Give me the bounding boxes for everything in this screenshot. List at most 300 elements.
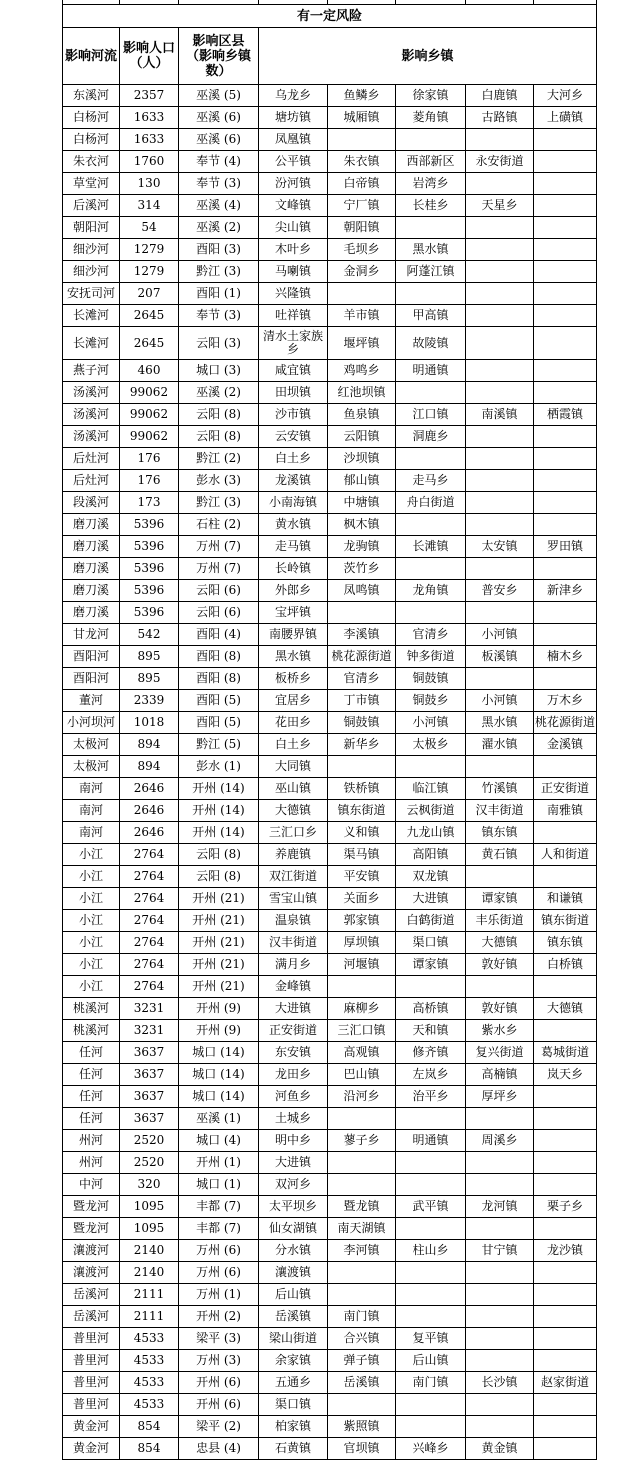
cell-town: 龙角镇 <box>396 580 466 602</box>
cell-town <box>534 173 597 195</box>
cell-river: 任河 <box>63 1064 120 1086</box>
cell-town: 沿河乡 <box>328 1086 396 1108</box>
cell-town: 铜鼓镇 <box>328 712 396 734</box>
cell-river: 小河坝河 <box>63 712 120 734</box>
cell-town: 麻柳乡 <box>328 998 396 1020</box>
cell-town <box>466 382 534 404</box>
cell-town <box>534 1394 597 1416</box>
cell-town: 兴隆镇 <box>259 283 328 305</box>
cell-district: 城口 (14) <box>179 1042 259 1064</box>
cell-town <box>328 1108 396 1130</box>
cell-town <box>534 217 597 239</box>
cell-population: 3637 <box>120 1108 179 1130</box>
cell-town: 古路镇 <box>466 107 534 129</box>
cell-river: 南河 <box>63 800 120 822</box>
cell-district: 开州 (9) <box>179 1020 259 1042</box>
cell-river: 长滩河 <box>63 327 120 360</box>
cell-town <box>466 1306 534 1328</box>
cell-district: 巫溪 (6) <box>179 107 259 129</box>
cell-population: 2520 <box>120 1152 179 1174</box>
table-row <box>63 668 597 690</box>
cell-river: 磨刀溪 <box>63 580 120 602</box>
cell-town <box>328 1394 396 1416</box>
table-row <box>63 1042 597 1064</box>
cell-river: 州河 <box>63 1152 120 1174</box>
cell-population: 173 <box>120 492 179 514</box>
cell-town: 故陵镇 <box>396 327 466 360</box>
table-row <box>63 1306 597 1328</box>
cell-town: 汉丰街道 <box>259 932 328 954</box>
cell-town <box>466 1284 534 1306</box>
cell-town: 镇东街道 <box>534 910 597 932</box>
cell-district: 酉阳 (8) <box>179 668 259 690</box>
cell-town: 大进镇 <box>259 998 328 1020</box>
cell-river: 汤溪河 <box>63 426 120 448</box>
cell-town: 丁市镇 <box>328 690 396 712</box>
cell-town <box>534 668 597 690</box>
cell-town <box>534 305 597 327</box>
cell-town: 文峰镇 <box>259 195 328 217</box>
cell-town <box>534 1174 597 1196</box>
table-row <box>63 1394 597 1416</box>
cell-town <box>466 1152 534 1174</box>
cell-town: 竹溪镇 <box>466 778 534 800</box>
cell-town: 关面乡 <box>328 888 396 910</box>
cell-town <box>534 514 597 536</box>
cell-population: 3637 <box>120 1042 179 1064</box>
cell-town <box>534 1284 597 1306</box>
cell-population: 2646 <box>120 822 179 844</box>
table-row <box>63 602 597 624</box>
cell-river: 细沙河 <box>63 239 120 261</box>
cell-town: 柏家镇 <box>259 1416 328 1438</box>
cell-town <box>328 1284 396 1306</box>
cell-town <box>534 151 597 173</box>
cell-town: 云阳镇 <box>328 426 396 448</box>
table-row <box>63 1328 597 1350</box>
cell-town <box>396 1306 466 1328</box>
cell-river: 岳溪河 <box>63 1284 120 1306</box>
cell-river: 汤溪河 <box>63 382 120 404</box>
cell-town <box>534 558 597 580</box>
cell-town: 汉丰街道 <box>466 800 534 822</box>
cell-population: 4533 <box>120 1350 179 1372</box>
cell-population: 2357 <box>120 85 179 107</box>
cell-town: 渠马镇 <box>328 844 396 866</box>
cell-town <box>466 668 534 690</box>
cell-population: 1018 <box>120 712 179 734</box>
cell-river: 后灶河 <box>63 470 120 492</box>
cell-town: 钟多街道 <box>396 646 466 668</box>
cell-town: 沙市镇 <box>259 404 328 426</box>
cell-river: 瀼渡河 <box>63 1240 120 1262</box>
table-row <box>63 492 597 514</box>
cell-town <box>534 1218 597 1240</box>
table-row <box>63 327 597 360</box>
cell-town: 高观镇 <box>328 1042 396 1064</box>
cell-town: 李河镇 <box>328 1240 396 1262</box>
cell-river: 草堂河 <box>63 173 120 195</box>
cell-town <box>534 602 597 624</box>
cell-district: 梁平 (2) <box>179 1416 259 1438</box>
cell-town: 朝阳镇 <box>328 217 396 239</box>
cell-population: 895 <box>120 668 179 690</box>
cell-population: 1760 <box>120 151 179 173</box>
cell-town: 新华乡 <box>328 734 396 756</box>
cell-town: 金洞乡 <box>328 261 396 283</box>
cell-town <box>466 217 534 239</box>
cell-town: 天星乡 <box>466 195 534 217</box>
cell-district: 云阳 (6) <box>179 580 259 602</box>
cell-population: 314 <box>120 195 179 217</box>
cell-town: 长滩镇 <box>396 536 466 558</box>
cell-town <box>466 756 534 778</box>
cell-town: 城厢镇 <box>328 107 396 129</box>
cell-town <box>534 382 597 404</box>
cell-town <box>466 1394 534 1416</box>
cell-town: 弹子镇 <box>328 1350 396 1372</box>
cell-town: 柱山乡 <box>396 1240 466 1262</box>
header-row <box>63 28 597 85</box>
cell-town: 暨龙镇 <box>328 1196 396 1218</box>
cell-town <box>466 470 534 492</box>
cell-district: 丰都 (7) <box>179 1218 259 1240</box>
cell-town: 正安街道 <box>259 1020 328 1042</box>
cell-town: 中塘镇 <box>328 492 396 514</box>
cell-town: 南门镇 <box>396 1372 466 1394</box>
cell-river: 磨刀溪 <box>63 536 120 558</box>
table-row <box>63 976 597 998</box>
cell-town <box>328 1262 396 1284</box>
table-row <box>63 514 597 536</box>
cell-district: 忠县 (4) <box>179 1438 259 1460</box>
table-row <box>63 1350 597 1372</box>
cell-district: 城口 (14) <box>179 1064 259 1086</box>
cell-town <box>396 1174 466 1196</box>
cell-town: 谭家镇 <box>396 954 466 976</box>
cell-population: 2111 <box>120 1284 179 1306</box>
cell-district: 云阳 (8) <box>179 866 259 888</box>
cell-town: 桃花源街道 <box>534 712 597 734</box>
cell-town: 朱衣镇 <box>328 151 396 173</box>
cell-town: 舟白街道 <box>396 492 466 514</box>
cell-town: 栖霞镇 <box>534 404 597 426</box>
cell-town: 巫山镇 <box>259 778 328 800</box>
cell-town: 东安镇 <box>259 1042 328 1064</box>
cell-town: 官清乡 <box>396 624 466 646</box>
cell-river: 磨刀溪 <box>63 514 120 536</box>
cell-town: 后山镇 <box>259 1284 328 1306</box>
cell-town: 官清乡 <box>328 668 396 690</box>
cell-town: 新津乡 <box>534 580 597 602</box>
cell-town: 吐祥镇 <box>259 305 328 327</box>
cell-river: 董河 <box>63 690 120 712</box>
table-row <box>63 217 597 239</box>
cell-town <box>466 1416 534 1438</box>
cell-town: 李溪镇 <box>328 624 396 646</box>
cell-town: 枫木镇 <box>328 514 396 536</box>
table-row <box>63 426 597 448</box>
cell-district: 万州 (6) <box>179 1240 259 1262</box>
cell-town: 罗田镇 <box>534 536 597 558</box>
cell-town: 紫照镇 <box>328 1416 396 1438</box>
cell-town <box>328 129 396 151</box>
cell-town <box>466 1328 534 1350</box>
cell-town: 敦好镇 <box>466 954 534 976</box>
cell-town <box>396 1416 466 1438</box>
cell-town: 大进镇 <box>396 888 466 910</box>
cell-town: 蓼子乡 <box>328 1130 396 1152</box>
table-row <box>63 305 597 327</box>
cell-town: 黄石镇 <box>466 844 534 866</box>
cell-town: 红池坝镇 <box>328 382 396 404</box>
table-row <box>63 1108 597 1130</box>
cell-district: 开州 (21) <box>179 888 259 910</box>
cell-town: 走马镇 <box>259 536 328 558</box>
cell-town <box>396 514 466 536</box>
cell-town: 江口镇 <box>396 404 466 426</box>
section-title: 有一定风险 <box>63 5 597 28</box>
cell-population: 895 <box>120 646 179 668</box>
cell-town <box>328 756 396 778</box>
table-row <box>63 756 597 778</box>
cell-population: 3637 <box>120 1064 179 1086</box>
cell-town <box>534 624 597 646</box>
cell-town: 永安街道 <box>466 151 534 173</box>
cell-district: 云阳 (6) <box>179 602 259 624</box>
cell-town: 徐家镇 <box>396 85 466 107</box>
cell-town: 修齐镇 <box>396 1042 466 1064</box>
cell-town <box>534 470 597 492</box>
cell-town: 云安镇 <box>259 426 328 448</box>
cell-town <box>534 756 597 778</box>
cell-town: 羊市镇 <box>328 305 396 327</box>
cell-district: 黔江 (3) <box>179 261 259 283</box>
cell-town: 铜鼓镇 <box>396 668 466 690</box>
cell-town: 西部新区 <box>396 151 466 173</box>
header-towns: 影响乡镇 <box>259 28 597 85</box>
cell-town <box>534 327 597 360</box>
header-population: 影响人口（人） <box>120 28 179 85</box>
cell-population: 1279 <box>120 261 179 283</box>
cell-town <box>466 173 534 195</box>
cell-district: 开州 (21) <box>179 954 259 976</box>
cell-town: 南溪镇 <box>466 404 534 426</box>
cell-district: 万州 (6) <box>179 1262 259 1284</box>
cell-population: 3637 <box>120 1086 179 1108</box>
cell-town: 渠口镇 <box>259 1394 328 1416</box>
cell-population: 2764 <box>120 910 179 932</box>
cell-population: 2764 <box>120 844 179 866</box>
cell-town: 小河镇 <box>396 712 466 734</box>
cell-town: 大德镇 <box>466 932 534 954</box>
cell-town: 板溪镇 <box>466 646 534 668</box>
cell-district: 巫溪 (6) <box>179 129 259 151</box>
cell-town: 武平镇 <box>396 1196 466 1218</box>
cell-population: 5396 <box>120 514 179 536</box>
cell-river: 小江 <box>63 844 120 866</box>
cell-town: 毛坝乡 <box>328 239 396 261</box>
cell-town <box>396 976 466 998</box>
cell-river: 长滩河 <box>63 305 120 327</box>
cell-town <box>466 1108 534 1130</box>
cell-town: 黑水镇 <box>259 646 328 668</box>
cell-town: 大河乡 <box>534 85 597 107</box>
risk-table <box>62 0 597 1460</box>
table-row <box>63 448 597 470</box>
cell-town: 宝坪镇 <box>259 602 328 624</box>
cell-district: 城口 (1) <box>179 1174 259 1196</box>
cell-town: 白鹤街道 <box>396 910 466 932</box>
cell-population: 2646 <box>120 800 179 822</box>
cell-population: 1279 <box>120 239 179 261</box>
cell-population: 2764 <box>120 954 179 976</box>
cell-town: 周溪乡 <box>466 1130 534 1152</box>
table-row <box>63 1064 597 1086</box>
cell-town <box>396 602 466 624</box>
cell-population: 207 <box>120 283 179 305</box>
cell-district: 开州 (9) <box>179 998 259 1020</box>
table-row <box>63 1240 597 1262</box>
cell-town: 鸡鸣乡 <box>328 360 396 382</box>
cell-river: 普里河 <box>63 1372 120 1394</box>
cell-town: 大同镇 <box>259 756 328 778</box>
cell-town <box>466 602 534 624</box>
cell-town: 白土乡 <box>259 448 328 470</box>
table-row <box>63 800 597 822</box>
cell-town: 明通镇 <box>396 1130 466 1152</box>
table-row <box>63 404 597 426</box>
cell-population: 5396 <box>120 558 179 580</box>
cell-town: 咸宜镇 <box>259 360 328 382</box>
cell-population: 99062 <box>120 382 179 404</box>
cell-town <box>466 448 534 470</box>
cell-town: 阿蓬江镇 <box>396 261 466 283</box>
cell-town <box>534 360 597 382</box>
cell-town: 尖山镇 <box>259 217 328 239</box>
cell-population: 4533 <box>120 1328 179 1350</box>
cell-district: 彭水 (1) <box>179 756 259 778</box>
cell-town: 云枫街道 <box>396 800 466 822</box>
cell-town <box>466 1350 534 1372</box>
cell-town: 小河镇 <box>466 690 534 712</box>
cell-population: 5396 <box>120 580 179 602</box>
cell-town: 满月乡 <box>259 954 328 976</box>
cell-town: 公平镇 <box>259 151 328 173</box>
cell-town <box>466 1262 534 1284</box>
cell-river: 暨龙河 <box>63 1218 120 1240</box>
cell-town: 乌龙乡 <box>259 85 328 107</box>
cell-town: 正安街道 <box>534 778 597 800</box>
cell-town <box>534 283 597 305</box>
cell-population: 2764 <box>120 932 179 954</box>
cell-town: 赵家街道 <box>534 1372 597 1394</box>
cell-town: 高阳镇 <box>396 844 466 866</box>
cell-town: 双龙镇 <box>396 866 466 888</box>
cell-river: 太极河 <box>63 734 120 756</box>
cell-district: 云阳 (8) <box>179 404 259 426</box>
cell-town: 义和镇 <box>328 822 396 844</box>
cell-population: 2645 <box>120 327 179 360</box>
cell-district: 开州 (21) <box>179 932 259 954</box>
cell-town: 镇东镇 <box>534 932 597 954</box>
cell-town: 走马乡 <box>396 470 466 492</box>
cell-town: 高桥镇 <box>396 998 466 1020</box>
cell-town: 南雅镇 <box>534 800 597 822</box>
cell-river: 岳溪河 <box>63 1306 120 1328</box>
cell-district: 开州 (14) <box>179 822 259 844</box>
cell-river: 酉阳河 <box>63 646 120 668</box>
cell-town: 甘宁镇 <box>466 1240 534 1262</box>
cell-district: 万州 (7) <box>179 558 259 580</box>
cell-town <box>466 261 534 283</box>
cell-town: 花田乡 <box>259 712 328 734</box>
cell-town <box>328 1152 396 1174</box>
cell-river: 瀼渡河 <box>63 1262 120 1284</box>
cell-town: 南门镇 <box>328 1306 396 1328</box>
cell-town: 南腰界镇 <box>259 624 328 646</box>
cell-river: 酉阳河 <box>63 668 120 690</box>
cell-district: 万州 (7) <box>179 536 259 558</box>
cell-town: 白土乡 <box>259 734 328 756</box>
cell-population: 894 <box>120 734 179 756</box>
cell-town: 小河镇 <box>466 624 534 646</box>
table-row <box>63 580 597 602</box>
cell-district: 万州 (1) <box>179 1284 259 1306</box>
cell-town <box>396 1284 466 1306</box>
table-row <box>63 85 597 107</box>
cell-town: 马喇镇 <box>259 261 328 283</box>
table-row <box>63 195 597 217</box>
cell-town: 双河乡 <box>259 1174 328 1196</box>
cell-population: 854 <box>120 1416 179 1438</box>
cell-town: 丰乐街道 <box>466 910 534 932</box>
cell-population: 4533 <box>120 1372 179 1394</box>
cell-town <box>466 558 534 580</box>
table-row <box>63 932 597 954</box>
cell-district: 巫溪 (1) <box>179 1108 259 1130</box>
cell-town: 木叶乡 <box>259 239 328 261</box>
cell-population: 4533 <box>120 1394 179 1416</box>
cell-town: 兴峰乡 <box>396 1438 466 1460</box>
cell-population: 2111 <box>120 1306 179 1328</box>
cell-district: 黔江 (3) <box>179 492 259 514</box>
cell-town <box>466 283 534 305</box>
cell-river: 甘龙河 <box>63 624 120 646</box>
cell-town: 复兴街道 <box>466 1042 534 1064</box>
cell-town: 太安镇 <box>466 536 534 558</box>
table-row <box>63 382 597 404</box>
table-row <box>63 558 597 580</box>
cell-town <box>534 1262 597 1284</box>
cell-town: 长桂乡 <box>396 195 466 217</box>
cell-town: 郭家镇 <box>328 910 396 932</box>
cell-district: 城口 (3) <box>179 360 259 382</box>
cell-town: 合兴镇 <box>328 1328 396 1350</box>
table-row <box>63 646 597 668</box>
cell-population: 460 <box>120 360 179 382</box>
cell-town: 雪宝山镇 <box>259 888 328 910</box>
cell-town <box>396 1218 466 1240</box>
cell-town: 外郎乡 <box>259 580 328 602</box>
cell-town <box>396 448 466 470</box>
cell-town: 白鹿镇 <box>466 85 534 107</box>
cell-town: 分水镇 <box>259 1240 328 1262</box>
cell-river: 黄金河 <box>63 1438 120 1460</box>
cell-river: 白杨河 <box>63 129 120 151</box>
cell-town <box>328 283 396 305</box>
table-row <box>63 470 597 492</box>
